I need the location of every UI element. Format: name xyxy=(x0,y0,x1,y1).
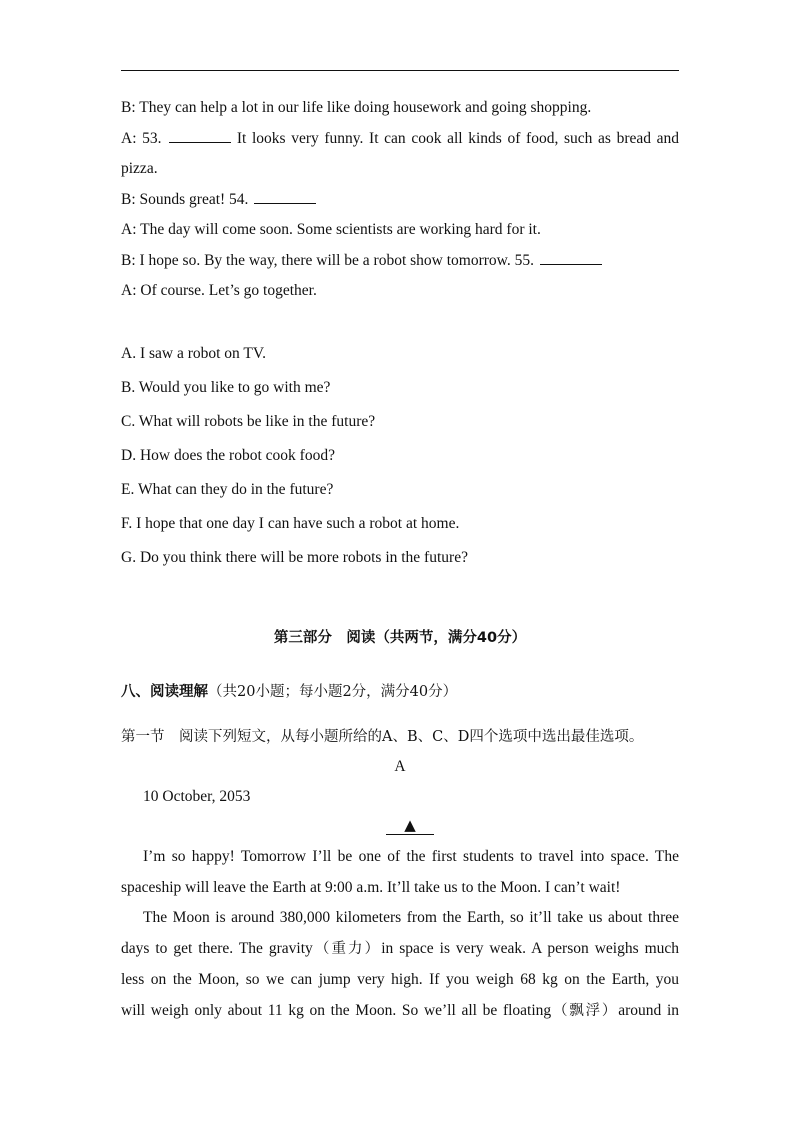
passage-line: The Moon is around 380,000 kilometers from the Earth, so it’ll take us about three xyxy=(143,909,679,926)
option-item: D. How does the robot cook food? xyxy=(121,447,335,464)
title-blank-triangle: ▲ xyxy=(386,816,434,835)
answer-blank-55[interactable] xyxy=(540,250,602,265)
dialogue-line: B: I hope so. By the way, there will be a robot show tomorrow. 55. xyxy=(121,250,602,271)
dialogue-line: B: Sounds great! 54. xyxy=(121,189,316,210)
option-item: F. I hope that one day I can have such a robot at home. xyxy=(121,515,460,532)
option-item: B. Would you like to go with me? xyxy=(121,379,331,396)
dialogue-line: A: Of course. Let’s go together. xyxy=(121,282,317,299)
option-item: E. What can they do in the future? xyxy=(121,481,334,498)
section-instruction: 第一节 阅读下列短文，从每小题所给的A、B、C、D四个选项中选出最佳选项。 xyxy=(121,729,644,745)
dialogue-line: A: 53. It looks very funny. It can cook all kinds of food, such as bread and xyxy=(121,130,680,147)
diary-date: 10 October, 2053 xyxy=(143,788,251,805)
passage-line: days to get there. The gravity（重力）in space is very weak. A person weighs much xyxy=(121,940,680,957)
part-title: 第三部分 阅读（共两节，满分40分） xyxy=(273,630,527,646)
passage-line: less on the Moon, so we can jump very high. If you weigh 68 kg on the Earth, you xyxy=(121,971,679,988)
option-item: A. I saw a robot on TV. xyxy=(121,345,266,362)
section-heading: 八、阅读理解（共20小题；每小题2分，满分40分） xyxy=(121,684,458,700)
passage-line: spaceship will leave the Earth at 9:00 a.m. It’ll take us to the Moon. I can’t wait! xyxy=(121,879,621,896)
passage-line: I’m so happy! Tomorrow I’ll be one of the first students to travel into space. The xyxy=(143,848,679,865)
answer-blank-54[interactable] xyxy=(254,189,316,204)
option-item: C. What will robots be like in the future? xyxy=(121,413,376,430)
dialogue-line: B: They can help a lot in our life like doing housework and going shopping. xyxy=(121,99,592,116)
dialogue-line: A: The day will come soon. Some scientists are working hard for it. xyxy=(121,221,541,238)
answer-blank-53[interactable] xyxy=(169,128,231,143)
passage-line: will weigh only about 11 kg on the Moon. So we’ll all be floating（飘浮）around in xyxy=(121,1002,679,1019)
dialogue-line: pizza. xyxy=(121,160,158,177)
passage-label: A xyxy=(394,758,406,775)
option-item: G. Do you think there will be more robots in the future? xyxy=(121,549,468,566)
header-rule xyxy=(121,70,679,71)
